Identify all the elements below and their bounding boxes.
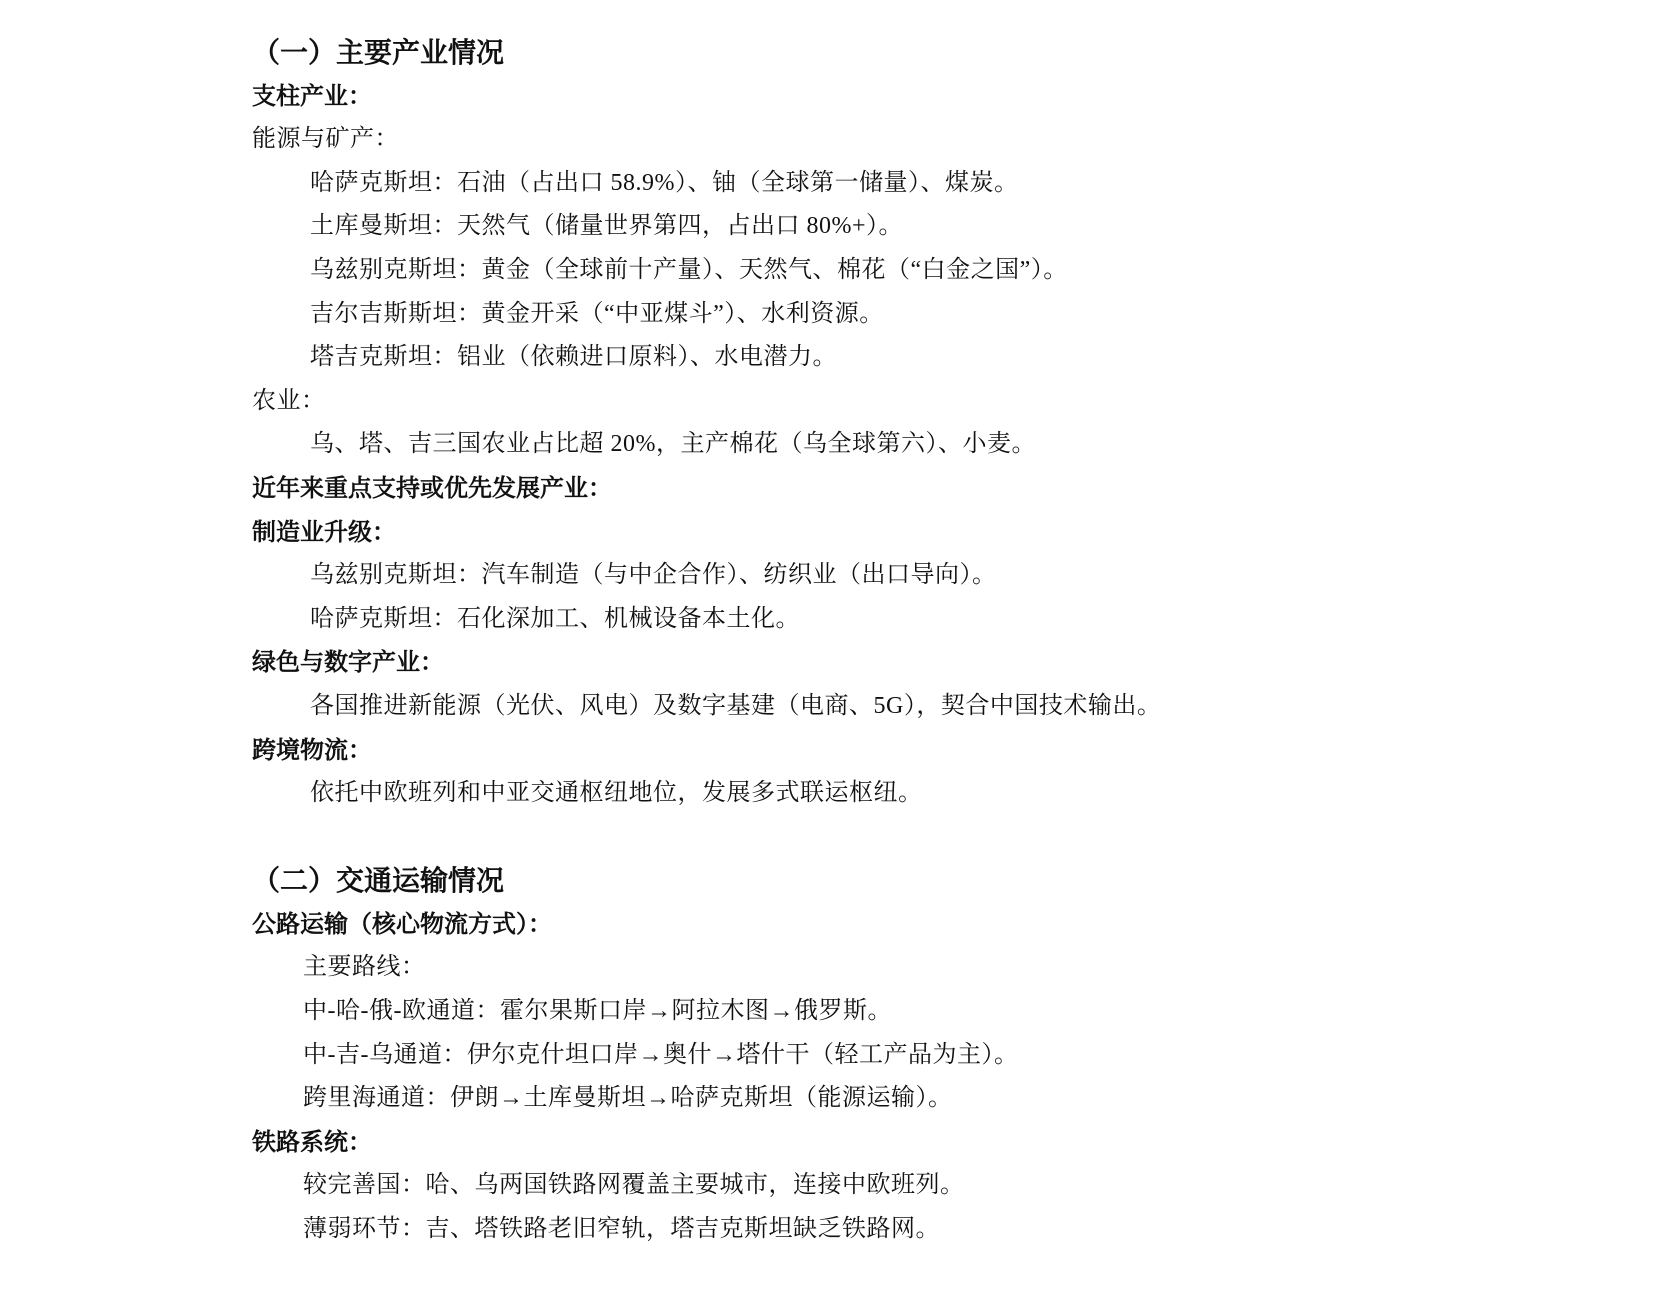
section-title-transport: （二）交通运输情况 bbox=[252, 865, 505, 897]
heading-pillar-industries: 支柱产业： bbox=[252, 82, 372, 110]
label-energy-minerals: 能源与矿产： bbox=[252, 126, 399, 153]
document-page bbox=[252, 31, 1592, 1252]
manufacturing-item-kazakhstan: 哈萨克斯坦：石化深加工、机械设备本土化。 bbox=[310, 605, 800, 632]
route-item-china-kazakhstan-russia-europe: 中-哈-俄-欧通道：霍尔果斯口岸→阿拉木图→俄罗斯。 bbox=[303, 998, 892, 1025]
label-cross-border-logistics: 跨境物流： bbox=[252, 736, 372, 764]
agriculture-item: 乌、塔、吉三国农业占比超 20%，主产棉花（乌全球第六）、小麦。 bbox=[310, 431, 1036, 458]
energy-item-kyrgyzstan: 吉尔吉斯斯坦：黄金开采（“中亚煤斗”）、水利资源。 bbox=[310, 300, 884, 327]
section-title-industry: （一）主要产业情况 bbox=[252, 37, 505, 68]
label-agriculture: 农业： bbox=[252, 387, 326, 414]
label-green-digital: 绿色与数字产业： bbox=[252, 649, 444, 677]
energy-item-uzbekistan: 乌兹别克斯坦：黄金（全球前十产量）、天然气、棉花（“白金之国”）。 bbox=[310, 256, 1068, 283]
energy-item-tajikistan: 塔吉克斯坦：铝业（依赖进口原料）、水电潜力。 bbox=[310, 344, 837, 371]
label-main-routes: 主要路线： bbox=[303, 954, 426, 981]
energy-item-kazakhstan: 哈萨克斯坦：石油（占出口 58.9%）、铀（全球第一储量）、煤炭。 bbox=[310, 169, 1019, 196]
rail-item-weak: 薄弱环节：吉、塔铁路老旧窄轨，塔吉克斯坦缺乏铁路网。 bbox=[303, 1216, 940, 1243]
route-item-china-kyrgyzstan-uzbekistan: 中-吉-乌通道：伊尔克什坦口岸→奥什→塔什干（轻工产品为主）。 bbox=[303, 1041, 1019, 1068]
label-manufacturing-upgrade: 制造业升级： bbox=[252, 518, 396, 546]
rail-item-developed: 较完善国：哈、乌两国铁路网覆盖主要城市，连接中欧班列。 bbox=[303, 1172, 965, 1199]
section-transport bbox=[252, 859, 1592, 1251]
route-item-trans-caspian: 跨里海通道：伊朗→土库曼斯坦→哈萨克斯坦（能源运输）。 bbox=[303, 1085, 953, 1112]
energy-item-turkmenistan: 土库曼斯坦：天然气（储量世界第四，占出口 80%+）。 bbox=[310, 213, 904, 240]
green-digital-item: 各国推进新能源（光伏、风电）及数字基建（电商、5G），契合中国技术输出。 bbox=[310, 692, 1162, 719]
manufacturing-item-uzbekistan: 乌兹别克斯坦：汽车制造（与中企合作）、纺织业（出口导向）。 bbox=[310, 562, 997, 589]
logistics-item: 依托中欧班列和中亚交通枢纽地位，发展多式联运枢纽。 bbox=[310, 780, 923, 807]
heading-priority-industries: 近年来重点支持或优先发展产业： bbox=[252, 474, 612, 502]
section-industry bbox=[252, 31, 1592, 816]
heading-railway-system: 铁路系统： bbox=[252, 1128, 372, 1156]
heading-road-transport: 公路运输（核心物流方式）： bbox=[252, 910, 552, 938]
